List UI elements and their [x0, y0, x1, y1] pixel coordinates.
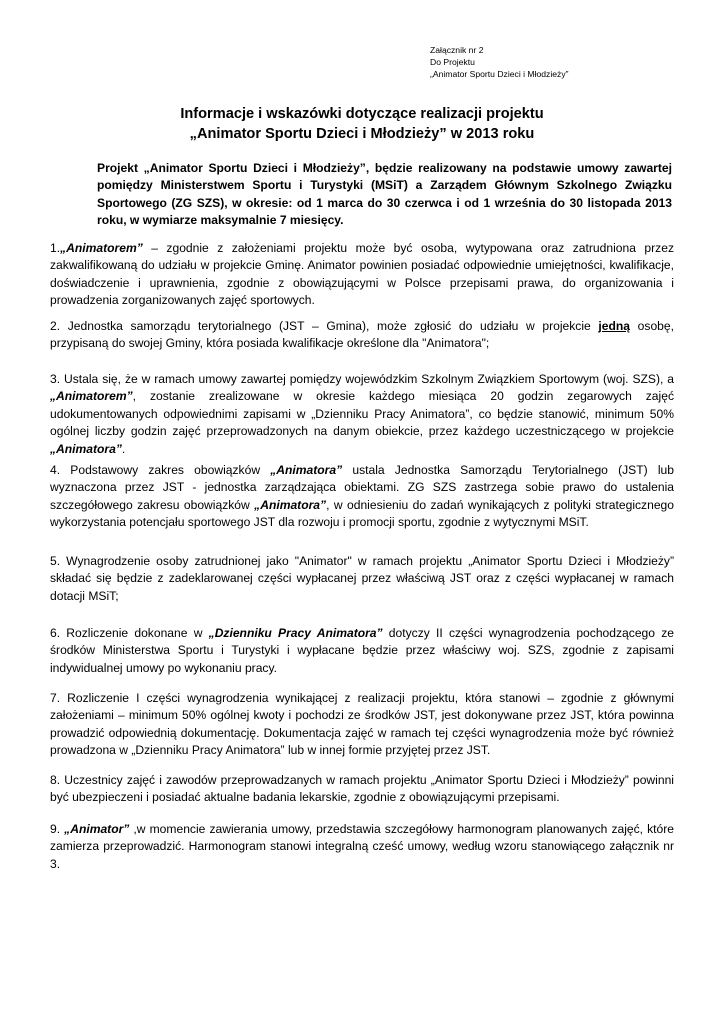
point-2-text-a: 2. Jednostka samorządu terytorialnego (JST – Gmina), może zgłosić do udziału w projekcie [50, 319, 599, 333]
point-4-text-b: ustala Jednostka Samorządu Terytorialnego (JST) lub wyznaczona przez JST - jednostka zarządzająca obiektami. ZG SZS zastrzega sobie prawo do ustalenia szczegółowego zakresu obowiązków [50, 463, 674, 512]
point-8 [50, 772, 674, 807]
annex-note [430, 44, 569, 80]
point-4-term-a: „Animatora” [270, 463, 343, 477]
point-7-text: 7. Rozliczenie I części wynagrodzenia wynikającej z realizacji projektu, która stanowi – zgodnie z głównymi założeniami – minimum 50% ogólnej kwoty i pochodzi ze środków JST, jest dokonywane przez JST, która powinna prowadzić odpowiednią dokumentację. Dokumentacja zajęć w ramach tej części wynagrodzenia może być również prowadzona w „Dzienniku Pracy Animatora” lub w innej formie przyjętej przez JST. [50, 691, 674, 758]
point-3-text-c: . [121, 441, 126, 456]
point-6-text-b: dotyczy II części wynagrodzenia pochodzącego ze środków Ministerstwa Sportu i Turystyki i wypłacane będzie przez właściwy woj. SZS, zgodnie z zapisami indywidualnej umowy po wykonaniu pracy. [50, 626, 674, 675]
point-2 [50, 318, 674, 353]
annex-line-3: „Animator Sportu Dzieci i Młodzieży” [430, 69, 569, 79]
title-line-2: „Animator Sportu Dzieci i Młodzieży” w 2013 roku [189, 126, 535, 142]
point-5-text: 5. Wynagrodzenie osoby zatrudnionej jako "Animator" w ramach projektu „Animator Sportu Dzieci i Młodzieży” składać się będzie z zadeklarowanej części wypłacanej przez właściwą JST oraz z części wypłacanej w ramach dotacji MSiT; [50, 554, 674, 603]
point-6-text-a: 6. Rozliczenie dokonane w [50, 626, 209, 640]
point-5 [50, 553, 674, 605]
point-1-text: – zgodnie z założeniami projektu może być osoba, wytypowana oraz zatrudniona przez zakwalifikowaną do udziału w projekcie Gminę. Animator powinien posiadać odpowiednie umiejętności, kwalifikacje, doświadczenie i uprawnienia, zgodnie z obowiązującymi w Polsce przepisami prawa, do organizowania i prowadzenia zorganizowanych zajęć sportowych. [50, 241, 674, 308]
point-9-term: „Animator” [64, 822, 130, 836]
point-3-text-b: , zostanie zrealizowane w okresie każdego miesiąca 20 godzin zegarowych zajęć udokumentowanych odpowiednimi zapisami w „Dzienniku Pracy Animatora”, co będzie stanowić, minimum 50% ogólnej liczby godzin zajęć przeprowadzonych na danym obiekcie, przez każdego uczestniczącego w projekcie [50, 389, 674, 439]
point-8-text: 8. Uczestnicy zajęć i zawodów przeprowadzanych w ramach projektu „Animator Sportu Dzieci i Młodzieży” powinni być ubezpieczeni i posiadać aktualne badania lekarskie, zgodnie z obowiązującymi przepisami. [50, 773, 674, 805]
point-4 [50, 462, 674, 532]
point-2-text-b: osobę, przypisaną do swojej Gminy, która posiada kwalifikacje określone dla "Animatora"; [50, 319, 674, 351]
point-3 [50, 371, 674, 458]
point-3-term-b: „Animatora” [50, 441, 122, 456]
annex-line-1: Załącznik nr 2 [430, 45, 484, 55]
point-9-number: 9. [50, 822, 65, 836]
point-7 [50, 690, 674, 760]
point-3-term-a: „Animatorem” [50, 389, 133, 404]
point-4-term-b: „Animatora” [254, 497, 327, 512]
point-9-text: ,w momencie zawierania umowy, przedstawia szczegółowy harmonogram planowanych zajęć, które zamierza przeprowadzić. Harmonogram stanowi integralną cześć umowy, według wzoru stanowiącego załącznik nr 3. [50, 822, 675, 871]
point-2-emphasis: jedną [598, 319, 631, 333]
point-6-term: „Dzienniku Pracy Animatora” [208, 626, 383, 640]
document-title [0, 104, 724, 144]
point-9 [50, 821, 674, 873]
intro-paragraph: Projekt „Animator Sportu Dzieci i Młodzieży”, będzie realizowany na podstawie umowy zawartej pomiędzy Ministerstwem Sportu i Turystyki (MSiT) a Zarządem Głównym Szkolnego Związku Sportowego (ZG SZS), w okresie: od 1 marca do 30 czerwca i od 1 września do 30 listopada 2013 roku, w wymiarze maksymalnie 7 miesięcy. [97, 161, 672, 228]
point-3-text-a: 3. Ustala się, że w ramach umowy zawartej pomiędzy wojewódzkim Szkolnym Związkiem Sportowym (woj. SZS), a [50, 372, 674, 386]
annex-line-2: Do Projektu [430, 57, 475, 67]
point-1-term: „Animatorem” [60, 241, 143, 255]
point-6 [50, 625, 674, 677]
point-1 [50, 240, 674, 310]
point-4-text-c: , w odniesieniu do zadań wynikających z polityki strategicznego wykorzystania potencjału sportowego JST dla rozwoju i promocji sportu, zgodnie z wytycznymi MSiT. [50, 497, 675, 530]
point-4-text-a: 4. Podstawowy zakres obowiązków [50, 463, 271, 477]
point-1-number: 1. [50, 241, 61, 255]
title-line-1: Informacje i wskazówki dotyczące realizacji projektu [180, 106, 544, 122]
